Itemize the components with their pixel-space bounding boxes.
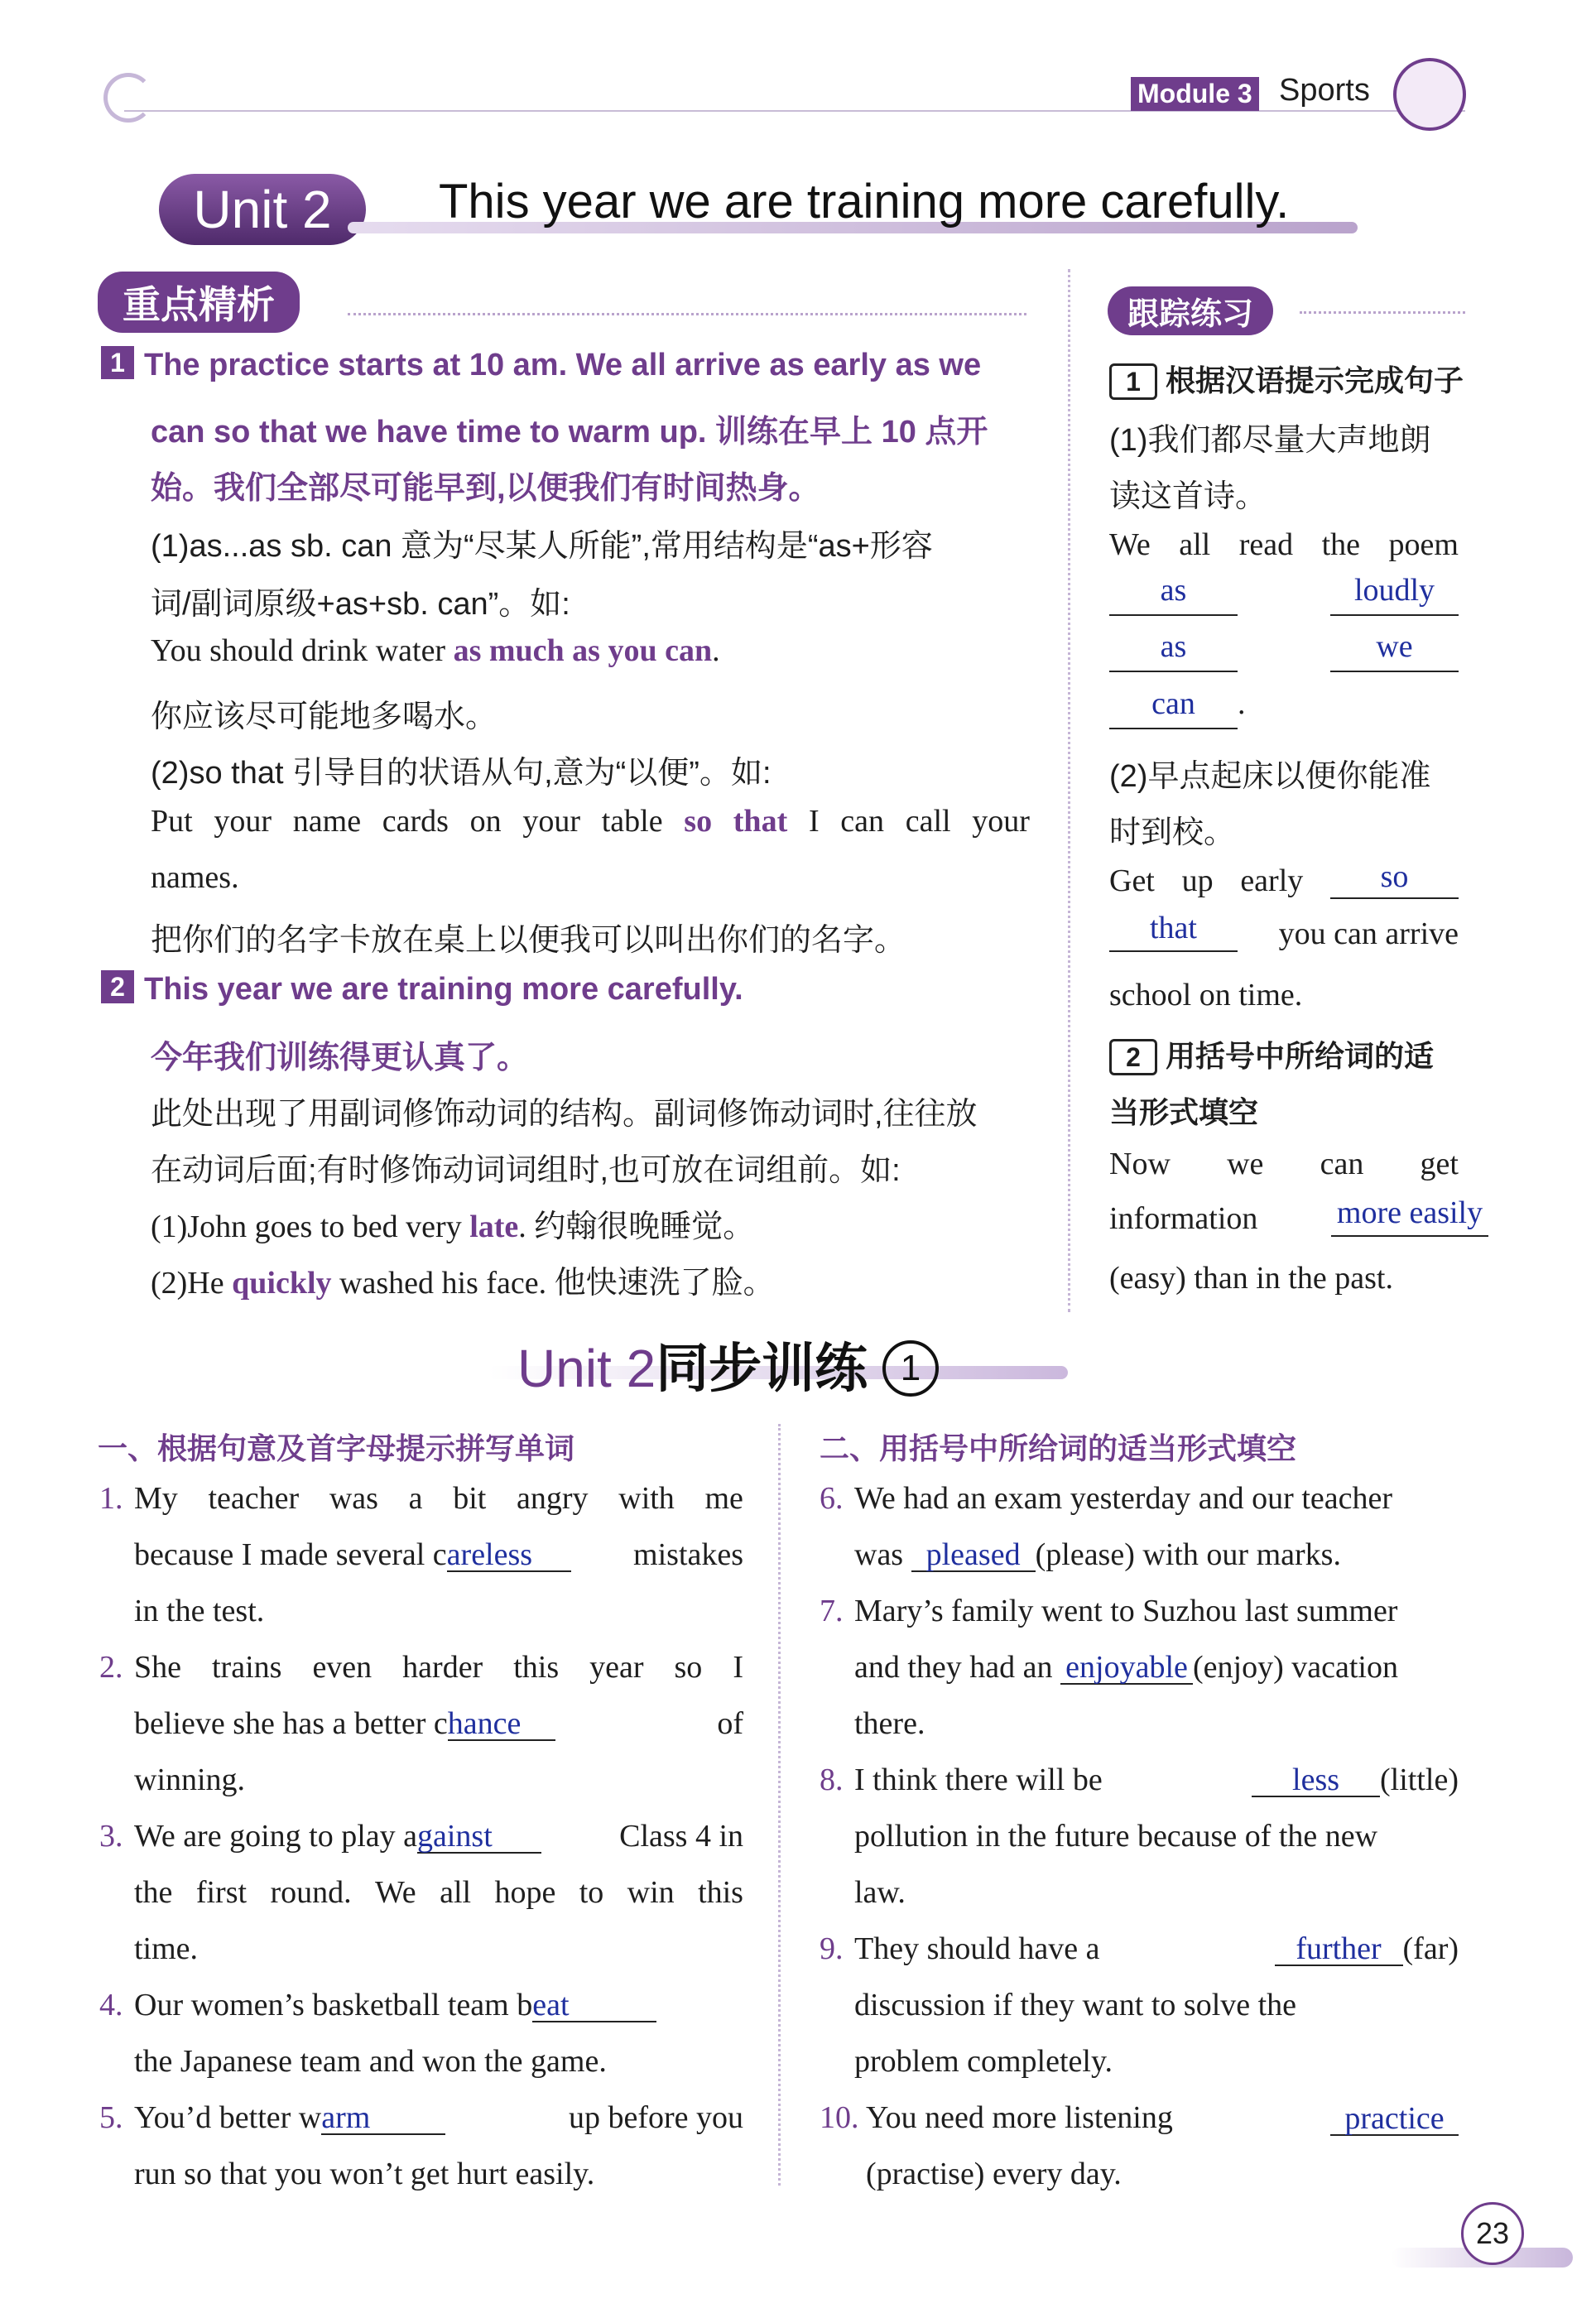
section-divider-right xyxy=(1300,311,1465,317)
point-1-number: 1 xyxy=(101,346,134,379)
q2-sentence-cont: that you can arrive xyxy=(1109,912,1459,952)
answer-blank: can xyxy=(1109,688,1238,729)
task-2-heading: 2 用括号中所给词的适 xyxy=(1109,1033,1434,1075)
note-1-cont: 词/副词原级+as+sb. can”。如: xyxy=(151,587,570,622)
section-title-practice: 跟踪练习 xyxy=(1108,286,1273,335)
q1-blanks-row-3: can . xyxy=(1109,685,1246,729)
answer-blank: as xyxy=(1109,631,1238,672)
unit-label: Unit 2 xyxy=(159,174,366,245)
q1-prompt: (1)我们都尽量大声地朗 xyxy=(1109,423,1431,458)
example-1: You should drink water as much as you can. xyxy=(151,633,720,668)
module-badge: Module 3 xyxy=(1131,77,1259,111)
q3-sentence-end: (easy) than in the past. xyxy=(1109,1261,1393,1296)
header-rule xyxy=(124,110,1465,112)
point-1-line-2: can so that we have time to warm up. 训练在早上 10 点开 xyxy=(151,415,988,450)
answer-blank: that xyxy=(1109,912,1238,952)
answer-blank: less xyxy=(1252,1764,1380,1797)
answer-blank: arm xyxy=(321,2102,445,2135)
q1-blanks-row-2 xyxy=(1109,631,1459,672)
part-1-heading: 一、根据句意及首字母提示拼写单词 xyxy=(98,1431,575,1465)
q2-sentence-end: school on time. xyxy=(1109,978,1303,1012)
q1-blanks-row-1 xyxy=(1109,575,1459,616)
note-2: (2)so that 引导目的状语从句,意为“以便”。如: xyxy=(151,756,772,791)
answer-blank: so xyxy=(1330,861,1459,899)
section-divider xyxy=(348,313,1026,319)
example-2: Put your name cards on your table so that I can call your xyxy=(151,804,1030,839)
column-divider xyxy=(1068,269,1070,1312)
section-title-key-points: 重点精析 xyxy=(98,272,300,333)
answer-blank: further xyxy=(1275,1933,1403,1966)
note-1: (1)as...as sb. can 意为“尽某人所能”,常用结构是“as+形容 xyxy=(151,529,933,564)
note-3: 此处出现了用副词修饰动词的结构。副词修饰动词时,往往放 xyxy=(151,1097,978,1132)
example-2-translation: 把你们的名字卡放在桌上以便我可以叫出你们的名字。 xyxy=(151,923,906,958)
practice-column-divider xyxy=(778,1424,781,2186)
practice-title: Unit 2同步训练 1 xyxy=(517,1326,939,1402)
task-1-heading: 1 根据汉语提示完成句子 xyxy=(1109,358,1464,400)
q2-prompt-cont: 时到校。 xyxy=(1109,815,1236,850)
point-1-line-3: 始。我们全部尽可能早到,以便我们有时间热身。 xyxy=(151,471,820,506)
example-1-translation: 你应该尽可能地多喝水。 xyxy=(151,700,498,734)
q1-prompt-cont: 读这首诗。 xyxy=(1109,479,1267,514)
example-4: (2)He quickly washed his face. 他快速洗了脸。 xyxy=(151,1266,775,1301)
point-2-heading: 2 This year we are training more carefully. xyxy=(101,970,743,1008)
example-3: (1)John goes to bed very late. 约翰很晚睡觉。 xyxy=(151,1209,755,1244)
header-swirl-icon xyxy=(103,73,153,123)
q3-sentence-cont: information more easily xyxy=(1109,1197,1488,1237)
example-2-cont: names. xyxy=(151,860,239,895)
task-2-heading-cont: 当形式填空 xyxy=(1109,1095,1259,1129)
module-name: Sports xyxy=(1279,73,1370,108)
point-2-translation: 今年我们训练得更认真了。 xyxy=(151,1041,529,1075)
q3-sentence: Now we can get xyxy=(1109,1147,1459,1181)
note-3-cont: 在动词后面;有时修饰动词词组时,也可放在词组前。如: xyxy=(151,1153,901,1188)
q2-sentence: Get up early so xyxy=(1109,861,1459,899)
answer-blank: loudly xyxy=(1330,575,1459,616)
q2-prompt: (2)早点起床以便你能准 xyxy=(1109,759,1431,794)
publisher-logo-icon xyxy=(1393,58,1466,131)
answer-blank: we xyxy=(1330,631,1459,672)
answer-blank: eat xyxy=(532,1989,656,2022)
answer-blank: practice xyxy=(1330,2103,1459,2136)
point-1-heading: 1 The practice starts at 10 am. We all arrive as early as we xyxy=(101,346,981,383)
point-2-number: 2 xyxy=(101,970,134,1003)
part-2-heading: 二、用括号中所给词的适当形式填空 xyxy=(820,1431,1297,1465)
answer-blank: areless xyxy=(447,1539,571,1572)
answer-blank: as xyxy=(1109,575,1238,616)
unit-title: This year we are training more carefully. xyxy=(439,175,1290,228)
answer-blank: gainst xyxy=(417,1820,541,1854)
practice-number-badge: 1 xyxy=(882,1340,939,1397)
q1-sentence: We all read the poem xyxy=(1109,527,1459,562)
answer-blank: hance xyxy=(448,1708,555,1741)
answer-blank: enjoyable xyxy=(1060,1652,1193,1685)
page-number: 23 xyxy=(1461,2202,1524,2265)
answer-blank: pleased xyxy=(911,1539,1036,1572)
answer-blank: more easily xyxy=(1331,1197,1488,1237)
